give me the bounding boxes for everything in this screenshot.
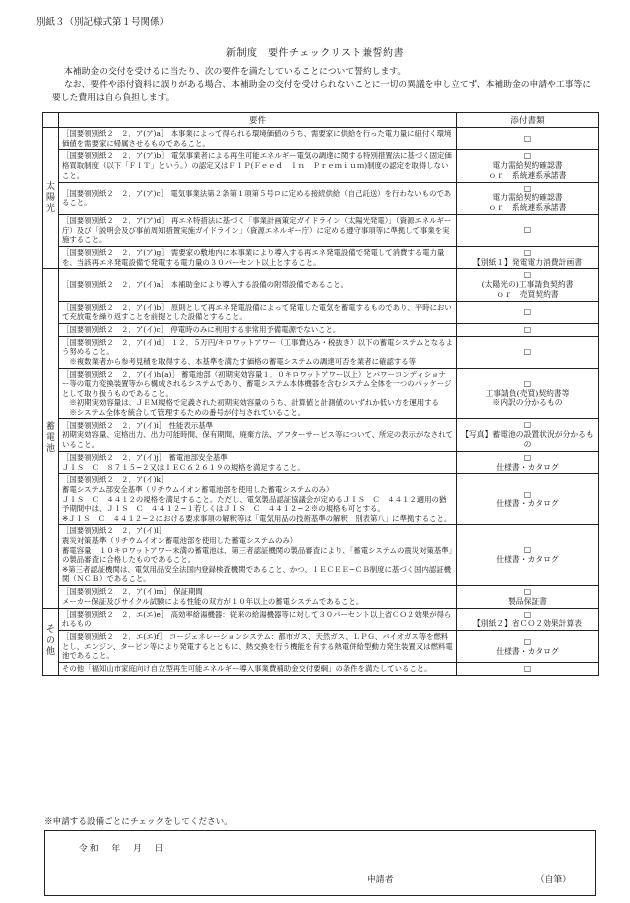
attachment-text: 仕様書・カタログ — [496, 462, 559, 472]
check-box[interactable]: □ — [523, 545, 532, 555]
check-box[interactable]: □ — [523, 609, 532, 619]
category-char: の — [46, 636, 56, 647]
check-box[interactable]: □ — [523, 270, 532, 280]
category-cell — [43, 608, 59, 675]
requirement-text: ［国要領別紙２ ２．ア(イ)h(a)］ 蓄電池部（初期実効容量１．０キロワットアワー以上）とパワーコンディショナー等の電力変換装置等から構成されるシステムであり、蓄電システム本体機器を含むシステム全体を一つのパッケージとして取り扱うものであること。 ※初期実効容量は、ＪＥＭ規格で定義された初期実効容量のうち、計算値と計測値のいずれか低い方を運用する ※システム全体を統合して管理するための番号が付与されていること。 — [59, 368, 457, 419]
intro-line-2: なお、要件や添付資料に誤りがある場合、本補助金の交付を受けられないことに一切の異議を申し立てず、本補助金の申請や工事等に要した費用は自ら負担します。 — [52, 80, 592, 103]
requirement-text: ［国要領別紙２ ２．ア(イ)i］ 性能表示基準 初期実効容量、定格出力、出力可能時間、保有期間、廃棄方法、アフターサービス等について、所定の表示がなされていること。 — [59, 419, 457, 451]
requirement-text: ［国要領別紙２ ２．ア(イ)c］ 停電時のみに利用する非常用予備電源でないこと。 — [59, 323, 457, 336]
attachment-cell — [457, 301, 599, 323]
check-box[interactable]: □ — [523, 133, 532, 143]
attachment-cell — [457, 128, 599, 150]
attachment-cell — [457, 525, 599, 586]
check-box[interactable]: □ — [523, 636, 532, 646]
requirement-text: ［国要領別紙２ ２．ア(イ)a］ 本補助金により導入する設備の附帯設備であること。 — [59, 269, 457, 301]
check-box[interactable]: □ — [523, 452, 532, 462]
attachment-text: 工事請負(売買)契約書等 ※内訳の分かるもの — [485, 388, 570, 408]
requirement-text: その他「福知山市家庭向け自立型再生可能エネルギー導入事業費補助金交付要綱」の条件を満たしていること。 — [59, 662, 457, 675]
table-row — [43, 214, 599, 246]
applicant-label: 申請者 — [367, 875, 394, 885]
attachment-cell — [457, 182, 599, 214]
table-row — [43, 631, 599, 663]
check-box[interactable]: □ — [523, 347, 532, 357]
attachment-cell — [457, 608, 599, 631]
category-cell — [43, 269, 59, 608]
attachment-text: 【別紙２】省ＣＯ２効果計算表 — [472, 619, 583, 629]
requirement-text: ［国要領別紙２ ２．ア(ア)d］ 再エネ特措法に基づく「事業計画策定ガイドライン（太陽光発電）」（資源エネルギー庁）及び「説明会及び事前周知措置実施ガイドライン」（資源エネルギー庁）に定める遵守事項等に準拠して事業を実施すること。 — [59, 214, 457, 246]
attachment-cell — [457, 451, 599, 474]
attachment-cell — [457, 662, 599, 675]
attachment-text: 製品保証書 — [508, 596, 547, 606]
attachment-cell — [457, 419, 599, 451]
attachment-text: 【写真】蓄電池の設置状況が分かるもの — [461, 430, 594, 450]
table-row — [43, 451, 599, 474]
attachment-text: 仕様書・カタログ — [496, 646, 559, 656]
category-char: 光 — [46, 203, 56, 214]
document-title: 新制度 要件チェックリスト兼誓約書 — [226, 48, 404, 59]
table-row — [43, 525, 599, 586]
attachment-cell — [457, 368, 599, 419]
check-box[interactable]: □ — [523, 183, 532, 193]
requirement-text: ［国要領別紙２ ２．ア(ア)a］ 本事業によって得られる環境価値のうち、需要家に供給を行った電力量に紐付く環境価値を需要家に帰属させるものであること。 — [59, 128, 457, 150]
check-box[interactable]: □ — [523, 324, 532, 334]
category-char: 電 — [46, 432, 56, 443]
header-category — [43, 113, 59, 128]
table-row — [43, 323, 599, 336]
attachment-text: 電力需給契約確認書 ｏｒ 系統連系承諾書 — [488, 193, 567, 213]
attachment-cell — [457, 150, 599, 182]
category-cell — [43, 128, 59, 269]
requirements-table — [42, 112, 599, 676]
attachment-cell — [457, 269, 599, 301]
attachment-cell — [457, 631, 599, 663]
signature-box — [44, 830, 596, 896]
category-char: 太 — [46, 181, 56, 192]
table-row — [43, 246, 599, 269]
table-row — [43, 585, 599, 608]
header-requirement: 要件 — [59, 113, 457, 128]
check-box[interactable]: □ — [523, 663, 532, 673]
check-box[interactable]: □ — [523, 151, 532, 161]
check-box[interactable]: □ — [523, 225, 532, 235]
attachment-cell — [457, 246, 599, 269]
intro-line-1: 本補助金の交付を受けるに当たり、次の要件を満たしていることについて誓約します。 — [64, 67, 407, 77]
category-char: 蓄 — [46, 421, 56, 432]
requirement-text: ［国要領別紙２ ２．ア(ア)b］ 電気事業者による再生可能エネルギー電気の調達に関する特別措置法に基づく固定価格買取制度（以下「ＦＩＴ」という。）の認定又はＦＩＰ(Ｆｅｅｄ Ｉｎ Ｐｒｅｍｉｕｍ)制度の認定を取得しないこと。 — [59, 150, 457, 182]
requirement-text: ［国要領別紙２ ２．ア(イ)b］ 原則として再エネ発電設備によって発電した電気を蓄電するものであり、平時において充放電を繰り返すことを前提とした設備とすること。 — [59, 301, 457, 323]
footer-note: ※申請する設備ごとにチェックをしてください。 — [44, 817, 233, 827]
category-char: 他 — [46, 647, 56, 658]
attachment-cell — [457, 585, 599, 608]
table-row — [43, 336, 599, 368]
requirement-text: ［国要領別紙２ ２．ア(ア)c］ 電気事業法第２条第１項第５号ロに定める接続供給（自己託送）を行わないものであること。 — [59, 182, 457, 214]
table-row — [43, 474, 599, 525]
table-header-row — [43, 113, 599, 128]
pledge-intro — [52, 66, 592, 105]
attachment-text: 【別紙１】発電電力消費計画書 — [472, 257, 583, 267]
requirement-text: ［国要領別紙２ ２．ア(イ)l］ 震災対策基準（リチウムイオン蓄電池部を使用した蓄電システムのみ） 蓄電容量 １０キロワットアワー未満の蓄電池は、第三者認証機関の製品審査により、「蓄電システムの震災対策基準」の製品審査に合格したものであること。 ※第三者認証機関は、電気用品安全法国内登録検査機関であること、かつ、ＩＥＣＥＥ−ＣＢ制度に基づく国内認証機関（ＮＣＢ）であること。 — [59, 525, 457, 586]
table-row — [43, 301, 599, 323]
table-row — [43, 662, 599, 675]
check-box[interactable]: □ — [523, 307, 532, 317]
check-box[interactable]: □ — [523, 420, 532, 430]
table-row — [43, 150, 599, 182]
attachment-cell — [457, 214, 599, 246]
requirement-text: ［国要領別紙２ ２．エ(エ)f］ コージェネレーションシステム：都市ガス、天然ガス、ＬＰＧ、バイオガス等を燃料とし、エンジン、タービン等により発電するとともに、熱交換を行う機能を有する熱電併給型動力発生装置又は燃料電池であること。 — [59, 631, 457, 663]
table-row — [43, 269, 599, 301]
category-char: 池 — [46, 443, 56, 454]
check-box[interactable]: □ — [523, 247, 532, 257]
requirement-text: ［国要領別紙２ ２．ア(ア)g］ 需要家の敷地内に本事業により導入する再エネ発電設備で発電して消費する電力量を、当該再エネ発電設備で発電する電力量の３０パーセント以上とすること。 — [59, 246, 457, 269]
category-char: そ — [46, 625, 56, 636]
form-reference-note: 別紙３（別記様式第１号関係） — [36, 17, 170, 28]
attachment-text: 電力需給契約確認書 ｏｒ 系統連系承諾書 — [488, 160, 567, 180]
check-box[interactable]: □ — [523, 378, 532, 388]
check-box[interactable]: □ — [523, 489, 532, 499]
attachment-text: 仕様書・カタログ — [496, 555, 559, 565]
check-box[interactable]: □ — [523, 586, 532, 596]
table-row — [43, 128, 599, 150]
category-char: 陽 — [46, 192, 56, 203]
attachment-cell — [457, 474, 599, 525]
requirement-text: ［国要領別紙２ ２．ア(イ)k］ 蓄電システム部安全基準（リチウムイオン蓄電池部を使用した蓄電システムのみ） ＪＩＳ Ｃ ４４１２の規格を満足すること。ただし、電気製品認証協議会が定めるＪＩＳ Ｃ ４４１２適用の猶予期間中は、ＪＩＳ Ｃ ４４１２−１若しくはＪＩＳ Ｃ ４４１２−２※の規格も可とする。 ※ＪＩＳ Ｃ ４４１２−２における要求事項の解釈等は「電気用品の技術基準の解釈 別表第八」に準拠すること。 — [59, 474, 457, 525]
attachment-text: (太陽光の)工事請負契約書 ｏｒ 売買契約書 — [481, 280, 574, 299]
attachment-text: 仕様書・カタログ — [496, 499, 559, 509]
requirement-text: ［国要領別紙２ ２．ア(イ)m］ 保証期間 メーカー保証及びサイクル試験による性能の双方が１０年以上の蓄電システムであること。 — [59, 585, 457, 608]
attachment-cell — [457, 336, 599, 368]
requirement-text: ［国要領別紙２ ２．ア(イ)d］ １２．５万円/キロワットアワー（工事費込み・税抜き）以下の蓄電システムとなるよう努めること。 ※複数業者から参考見積を取得する、本基準を満たす価格の蓄電システムの調達可否を業者に確認する等 — [59, 336, 457, 368]
header-attachment: 添付書類 — [457, 113, 599, 128]
table-row — [43, 182, 599, 214]
attachment-cell — [457, 323, 599, 336]
table-row — [43, 368, 599, 419]
signature-date[interactable]: 令和 年 月 日 — [79, 844, 166, 854]
requirement-text: ［国要領別紙２ ２．エ(エ)e］ 高効率給湯機器：従来の給湯機器等に対して３０パーセント以上省ＣＯ２効果が得られるもの — [59, 608, 457, 631]
self-sign-note: （自筆） — [535, 875, 571, 885]
requirement-text: ［国要領別紙２ ２．ア(イ)j］ 蓄電池部安全基準 ＪＩＳ Ｃ ８７１５−２又はＩＥＣ６２６１９の規格を満足すること。 — [59, 451, 457, 474]
table-row — [43, 419, 599, 451]
table-row — [43, 608, 599, 631]
